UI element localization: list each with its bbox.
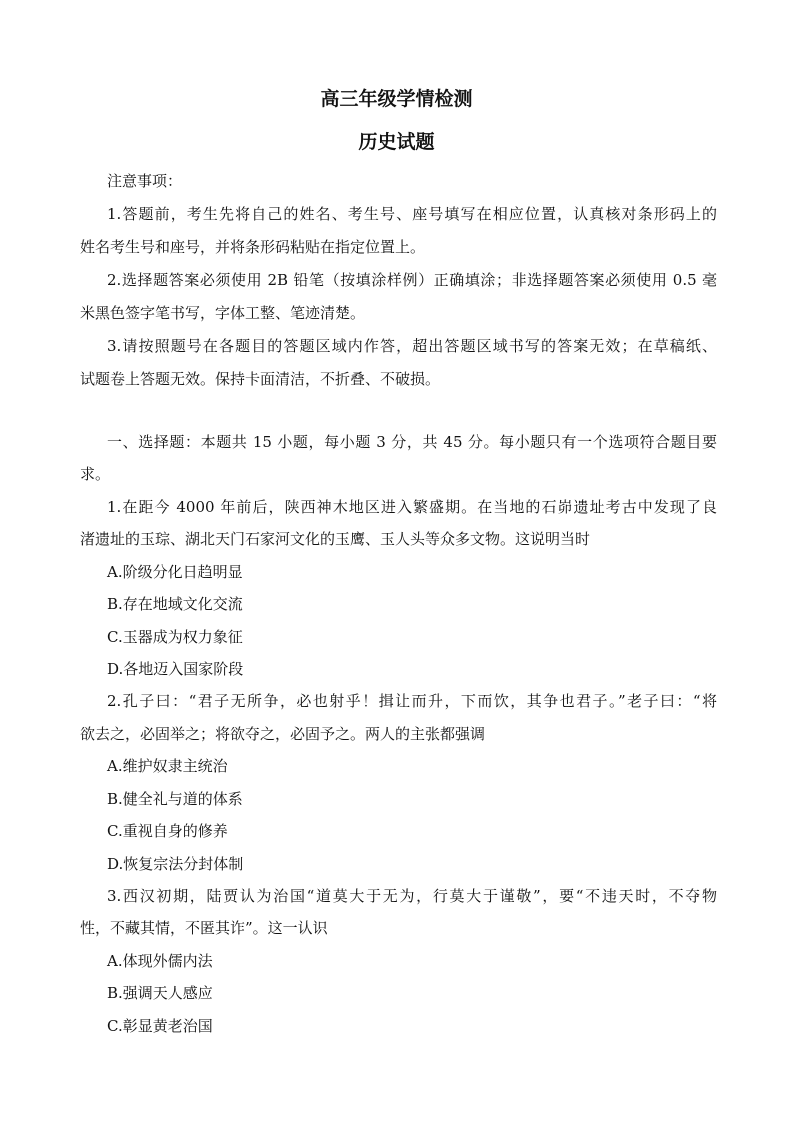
note-item-3-line-1: 3.请按照题号在各题目的答题区域内作答，超出答题区域书写的答案无效；在草稿纸、 bbox=[107, 337, 717, 355]
question-3-option-b: B.强调天人感应 bbox=[107, 984, 213, 1002]
section-heading-line-1: 一、选择题：本题共 15 小题，每小题 3 分，共 45 分。每小题只有一个选项符合题目要 bbox=[107, 433, 717, 451]
question-3-option-c: C.彰显黄老治国 bbox=[107, 1017, 213, 1035]
question-2-option-a: A.维护奴隶主统治 bbox=[107, 757, 228, 775]
note-item-1-line-1: 1.答题前，考生先将自己的姓名、考生号、座号填写在相应位置，认真核对条形码上的 bbox=[107, 205, 717, 223]
question-1-stem-line-2: 渚遗址的玉琮、湖北天门石家河文化的玉鹰、玉人头等众多文物。这说明当时 bbox=[80, 530, 591, 548]
question-2-stem-line-1: 2.孔子曰：“君子无所争，必也射乎！揖让而升，下而饮，其争也君子。”老子曰：“将 bbox=[107, 692, 717, 710]
section-heading-line-2: 求。 bbox=[80, 465, 111, 483]
subject-title: 历史试题 bbox=[358, 131, 435, 153]
question-1-option-c: C.玉器成为权力象征 bbox=[107, 628, 243, 646]
note-item-2-line-1: 2.选择题答案必须使用 2B 铅笔（按填涂样例）正确填涂；非选择题答案必须使用 0.5 毫 bbox=[107, 271, 717, 289]
question-1-stem-line-1: 1.在距今 4000 年前后，陕西神木地区进入繁盛期。在当地的石峁遗址考古中发现了良 bbox=[107, 498, 717, 516]
question-1-option-a: A.阶级分化日趋明显 bbox=[107, 563, 243, 581]
note-item-1-line-2: 姓名考生号和座号，并将条形码粘贴在指定位置上。 bbox=[80, 238, 426, 256]
note-item-3-line-2: 试题卷上答题无效。保持卡面清洁，不折叠、不破损。 bbox=[80, 370, 441, 388]
notes-label: 注意事项： bbox=[107, 172, 183, 190]
note-item-2-line-2: 米黑色签字笔书写，字体工整、笔迹清楚。 bbox=[80, 304, 366, 322]
question-3-stem-line-2: 性，不藏其情，不匿其诈”。这一认识 bbox=[80, 919, 328, 937]
question-1-option-b: B.存在地域文化交流 bbox=[107, 595, 243, 613]
question-2-option-c: C.重视自身的修养 bbox=[107, 822, 228, 840]
question-3-stem-line-1: 3.西汉初期，陆贾认为治国“道莫大于无为，行莫大于谨敬”，要“不违天时，不夺物 bbox=[107, 887, 717, 905]
question-2-option-d: D.恢复宗法分封体制 bbox=[107, 855, 244, 873]
question-3-option-a: A.体现外儒内法 bbox=[107, 952, 213, 970]
question-2-stem-line-2: 欲去之，必固举之；将欲夺之，必固予之。两人的主张都强调 bbox=[80, 725, 486, 743]
exam-title: 高三年级学情检测 bbox=[320, 88, 473, 110]
question-2-option-b: B.健全礼与道的体系 bbox=[107, 790, 243, 808]
question-1-option-d: D.各地迈入国家阶段 bbox=[107, 660, 244, 678]
